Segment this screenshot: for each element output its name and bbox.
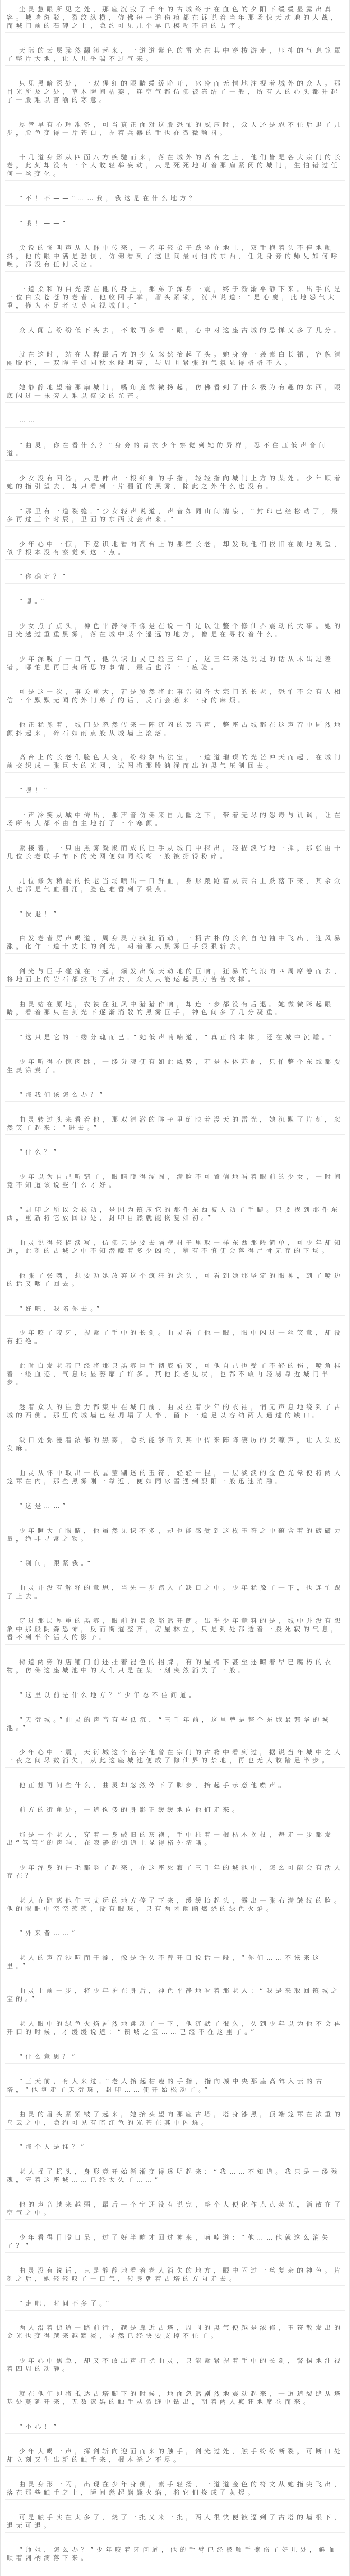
paragraph: 曲灵站在原地，衣袂在狂风中猎猎作响，却连一步都没有后退。她微微眯起眼睛，看着那只在剑光下逐渐消散的黑雾巨手，神色间多了几分凝重。 xyxy=(5,998,345,1020)
paragraph: 曲灵并没有解释的意思，当先一步踏入了缺口之中。少年犹豫了一下，也连忙跟了上去。 xyxy=(5,1582,345,1603)
paragraph: 众人闻言纷纷低下头去，不敢再多看一眼，心中对这座古城的忌惮又多了几分。 xyxy=(5,324,345,337)
paragraph: 两人沿着街道一路前行，越是靠近古塔，周围的黑气便越是浓郁，玉符散发出的金光也变得越来越黯淡，显然已经快要支撑不住了。 xyxy=(5,2321,345,2343)
paragraph: 穿过那层厚重的黑雾，眼前的景象豁然开朗。出乎少年意料的是，城中并没有想象中那般阴森恐怖，反而街道整齐，房屋林立，只是到处都透着一股死寂的气息，看不到半个活人的影子。 xyxy=(5,1615,345,1645)
paragraph: 少年咬了咬牙，握紧了手中的长剑。曲灵看了他一眼，眼中闪过一丝笑意，却没有拒绝。 xyxy=(5,1327,345,1348)
paragraph: 少年深吸了一口气，他认识曲灵已经三年了，这三年来她说过的话从未出过差错，哪怕是再匪夷所思的事情，最后也都一一应验。 xyxy=(5,653,345,674)
paragraph: 少女点了点头，神色平静得不像是在说一件足以让整个修仙界震动的大事。她的目光越过重重黑雾，落在城中某个遥远的地方，像是在寻找着什么。 xyxy=(5,620,345,641)
paragraph: 少女没有回答，只是伸出一根纤细的手指，轻轻指向城门上方的某处。少年顺着她的指引望去，却只看到一片翻涌的黑雾，除此之外什么也没有。 xyxy=(5,472,345,494)
paragraph: 尽管早有心理准备，可当真正面对这股恐怖的威压时，众人还是忍不住后退了几步，脸色变得一片苍白，握着兵器的手也在微微颤抖。 xyxy=(5,118,345,140)
paragraph: “嗯。” xyxy=(5,595,345,608)
paragraph: 十几道身影从四面八方疾驰而来，落在城外的高台之上，他们皆是各大宗门的长老，此刻却没有一个人敢轻举妄动，只是死死地盯着那扇紧闭的城门，生怕错过任何一丝变化。 xyxy=(5,151,345,181)
paragraph: “曲灵，你在看什么？”身旁的青衣少年察觉到她的异样，忍不住压低声音问道。 xyxy=(5,439,345,461)
paragraph: 曲灵转过头来看着他，那双清澈的眸子里倒映着漫天的雷光，她沉默了片刻，忽然笑了起来：“进去。” xyxy=(5,1113,345,1135)
paragraph: “别问，跟紧我。” xyxy=(5,1557,345,1570)
paragraph: “三天前，有人来过。”老人抬起枯瘦的手指，指向城中央那座高耸入云的古塔，“他拿走了天衍珠，封印……便开始松动了。” xyxy=(5,2075,345,2097)
paragraph: 他的声音越来越弱，最后一个字还没有说完，整个人便化作点点荧光，消散在了空气之中。 xyxy=(5,2198,345,2220)
paragraph: “那个人是谁？” xyxy=(5,2141,345,2154)
paragraph: “你确定？” xyxy=(5,570,345,584)
paragraph: 老人在距离他们三丈远的地方停了下来，缓缓抬起头，露出一张布满皱纹的脸。他的眼眶中空空荡荡，没有眼珠，只有两团幽幽燃烧的绿色火焰。 xyxy=(5,1894,345,1916)
paragraph: 少年看得目瞪口呆，过了好半晌才回过神来，喃喃道：“他……他就这么消失了？” xyxy=(5,2231,345,2253)
paragraph: 尖锐的惨叫声从人群中传来，一名年轻弟子跌坐在地上，双手抱着头不停地颤抖，他的眼中满是恐惧，仿佛看到了这世间最可怕的东西，任凭身旁的师兄如何呼唤，都没有任何反应。 xyxy=(5,242,345,272)
paragraph: 可是这一次，事关重大，若是贸然将此事告知各大宗门的长老，恐怕不会有人相信一个默默无闻的外门弟子的话，反而会惹来一身的麻烦。 xyxy=(5,686,345,707)
paragraph: 他张了张嘴，想要劝她放弃这个疯狂的念头，可看到她那坚定的眼神，到了嘴边的话又咽了回去。 xyxy=(5,1269,345,1291)
paragraph: “这是……” xyxy=(5,1500,345,1513)
paragraph: 他正犹豫着，城门处忽然传来一阵沉闷的轰鸣声，整座古城都在这声音中剧烈地颤抖起来，碎石如雨点般从城墙上滚落。 xyxy=(5,719,345,740)
paragraph: “那我们该怎么办？” xyxy=(5,1089,345,1102)
paragraph: 白发老者厉声喝道，周身灵力疯狂涌动，一柄古朴的长剑自他袖中飞出，迎风暴涨，化作一道十丈长的剑光，朝着那只黑雾巨手狠狠斩去。 xyxy=(5,932,345,954)
paragraph: “那里有一道裂缝。”少女轻声说道，声音如同山间清泉，“封印已经松动了，最多再过三个时辰，里面的东西就会出来。” xyxy=(5,505,345,527)
paragraph: “外来者……” xyxy=(5,1927,345,1940)
paragraph: 就在他们即将抵达古塔脚下的时候，地面忽然剧烈地震动起来，一道道裂缝从塔基处蔓延开来，无数漆黑的触手从裂缝中钻出，朝着两人疯狂地席卷而来。 xyxy=(5,2387,345,2409)
paragraph: 少年大喝一声，挥剑斩向迎面而来的触手，剑光过处，触手纷纷断裂，可断口处却立刻又生出新的触手来，根本杀之不尽。 xyxy=(5,2445,345,2467)
paragraph: 此时白发老者已经将那只黑雾巨手彻底斩灭，可他自己也受了不轻的伤，嘴角挂着一缕血迹，气息明显萎靡了许多。其他长老见状，也都不敢再轻易靠近城门半步。 xyxy=(5,1360,345,1389)
paragraph: “哦！——” xyxy=(5,217,345,230)
paragraph: 曲灵没有说话，只是静静地看着老人消失的地方，眼中闪过一丝复杂的神色。片刻之后，她轻轻叹了一口气，转身朝着古塔的方向走去。 xyxy=(5,2264,345,2286)
paragraph: 少年心中一惊，下意识地看向高台上的那些长老，却发现他们依旧在原地观望，似乎根本没有察觉到这一点。 xyxy=(5,538,345,560)
paragraph: 趁着众人的注意力都集中在城门前，曲灵拉着少年的衣袖，悄无声息地绕到了古城的西侧。那里的城墙已经坍塌了大半，留下一道足以容纳两人通过的缺口。 xyxy=(5,1401,345,1422)
paragraph: …… xyxy=(5,414,345,428)
paragraph: “什么？” xyxy=(5,1146,345,1159)
paragraph: 缺口处弥漫着浓郁的黑雾，隐约能够听到其中传来阵阵凄厉的哭嚎声，让人头皮发麻。 xyxy=(5,1434,345,1455)
paragraph: 街道两旁的店铺门前还挂着褪色的招牌，有的屋檐下甚至还晾着早已腐朽的衣物，仿佛这座城池中的人们只是在某一刻突然消失了一般。 xyxy=(5,1656,345,1677)
paragraph: 少年瞪大了眼睛，他虽然见识不多，却也能感受到这枚玉符之中蕴含着的磅礴力量，绝非寻常之物。 xyxy=(5,1524,345,1546)
paragraph: 少年心中一震，天衍城这个名字他曾在宗门的古籍中看到过，据说当年城中之人一夜之间尽数消失，从此这座城池便成了修仙界的禁地，再也无人敢踏足半步。 xyxy=(5,1746,345,1768)
paragraph: 老人眼中的绿色火焰剧烈地跳动了一下，他沉默了很久，久到少年以为他不会再开口的时候，才缓缓说道：“镇城之宝……已经不在这里了。” xyxy=(5,2018,345,2039)
paragraph: 曲灵上前一步，将少年护在身后，神色平静地看着那老人：“我是来取回镇城之宝的。” xyxy=(5,1985,345,2006)
paragraph: 曲灵从怀中取出一枚晶莹剔透的玉符，轻轻一捏，一层淡淡的金色光晕便将两人笼罩在内，那些黑雾刚一靠近，便如同冰雪遇到烈阳一般迅速消融。 xyxy=(5,1467,345,1488)
paragraph: “天衍城。”曲灵的声音有些低沉，“三千年前，这里曾是整个东域最繁华的城池。” xyxy=(5,1714,345,1735)
paragraph: 曲灵身形一闪，出现在少年身侧，素手轻扬，一道道金色的符文从她指尖飞出，落在那些触手之上，瞬间燃起熊熊火焰，将它们烧成了灰烬。 xyxy=(5,2478,345,2500)
paragraph: “师姐，怎么办？”少年咬着牙问道，他的手臂已经被触手擦伤了好几处，鲜血顺着剑柄滴落下来。 xyxy=(5,2544,345,2565)
paragraph: 少年听得心惊肉跳，一缕分魂便有如此威势，若是本体苏醒，只怕整个东域都要生灵涂炭了。 xyxy=(5,1056,345,1077)
paragraph: 天际的云层骤然翻滚起来，一道道紫色的雷光在其中穿梭游走，压抑的气息笼罩了整片大地，让人几乎喘不过气来。 xyxy=(5,44,345,66)
paragraph: “快退！” xyxy=(5,908,345,921)
paragraph: 高台上的长老们脸色大变，纷纷祭出法宝，一道道璀璨的光芒冲天而起，在城门前交织成一张巨大的光网，试图将那股汹涌而出的黑气压制回去。 xyxy=(5,751,345,773)
paragraph: 少年心中焦急，却又不敢出声打扰曲灵，只能紧紧握着手中的长剑，警惕地注视着四周的动静。 xyxy=(5,2354,345,2376)
paragraph: “不！不——”……我，我这是在什么地方？ xyxy=(5,192,345,206)
paragraph: 曲灵的眉头紧紧皱了起来，她抬头望向那座古塔，塔身漆黑，顶端笼罩在浓重的乌云之中，隐约可见有暗红色的光芒在其中闪烁。 xyxy=(5,2108,345,2130)
paragraph: 那是一个老人，穿着一身破旧的灰袍，手中拄着一根枯木拐杖，每走一步都发出“笃笃”的声响，在寂静的街道上显得格外清晰。 xyxy=(5,1828,345,1850)
paragraph: 他正想再问些什么，曲灵却忽然停下了脚步，抬起手示意他噤声。 xyxy=(5,1779,345,1792)
chapter-body xyxy=(5,3,345,2576)
paragraph: 一声冷笑从城中传出，那声音仿佛来自九幽之下，带着无尽的怨毒与讥讽，让在场所有人都不由自主地打了一个寒颤。 xyxy=(5,809,345,831)
paragraph: 她静静地望着那扇城门，嘴角竟微微扬起，仿佛看到了什么极为有趣的东西，眼底闪过一抹旁人难以察觉的光芒。 xyxy=(5,381,345,403)
paragraph: 尘灵慧眼所见之处，那座沉寂了千年的古城终于在血色的夕阳下缓缓显露出真容。城墙斑驳，裂纹纵横，仿佛每一道伤痕都在诉说着当年那场惊天动地的大战，而城门前的石碑之上，隐约可见几个早已模糊不清的古字。 xyxy=(5,3,345,33)
paragraph: 剑光与巨手碰撞在一起，爆发出惊天动地的巨响，狂暴的气浪向四周席卷而去，将地面上的岩石都掀飞了出去，众人只能运起灵力苦苦支撑。 xyxy=(5,965,345,987)
paragraph: 前方的街角处，一道佝偻的身影正缓缓地向他们走来。 xyxy=(5,1804,345,1817)
paragraph: 就在这时，站在人群最后方的少女忽然抬起了头。她身穿一袭素白长裙，容貌清丽脱俗，一双眸子如同秋水般明亮，与周围紧张的气氛显得格格不入。 xyxy=(5,348,345,370)
paragraph: 曲灵说得轻描淡写，仿佛只是要去隔壁村子里取一样东西那般简单，可少年却知道，此刻的古城之中不知潜藏着多少凶险，稍有不慎便会落得尸骨无存的下场。 xyxy=(5,1236,345,1258)
paragraph: 紧接着，一只由黑雾凝聚而成的巨手从城门中探出，轻描淡写地一挥，那张由十几位长老联手布下的光网便如同纸糊一般被撕得粉碎。 xyxy=(5,842,345,863)
paragraph: 少年以为自己听错了，眼睛瞪得溜圆，满脸不可置信地看着眼前的少女，一时间竟不知道该说些什么才好。 xyxy=(5,1171,345,1192)
paragraph: 只见黑暗深处，一双猩红的眼睛缓缓睁开，冰冷而无情地注视着城外的众人。那目光所及之处，草木瞬间枯萎，连空气都仿佛被冻结了一般，所有人的心头都升起了一股难以言喻的寒意。 xyxy=(5,77,345,107)
paragraph: 老人摇了摇头，身形竟开始渐渐变得透明起来：“我……不知道。我只是一缕残魂，守着这座城……已经太久了……” xyxy=(5,2165,345,2187)
paragraph: “嘿！” xyxy=(5,784,345,798)
paragraph: “什么意思？” xyxy=(5,2050,345,2064)
paragraph: “这里以前是什么地方？”少年忍不住问道。 xyxy=(5,1689,345,1702)
paragraph: 老人的声音沙哑而干涩，像是许久不曾开口说话一般，“你们……不该来这里。” xyxy=(5,1952,345,1973)
paragraph: “这只是它的一缕分魂而已。”她低声喃喃道，“真正的本体，还在城中沉睡。” xyxy=(5,1031,345,1044)
paragraph: “小心！” xyxy=(5,2420,345,2434)
paragraph: “封印之所以会松动，是因为镇压它的那件东西被人动了手脚。只要找到那件东西，重新将它放回原处，封印自然就能恢复如初。” xyxy=(5,1204,345,1225)
paragraph: “走吧，时间不多了。” xyxy=(5,2297,345,2311)
paragraph: 几位修为稍弱的长老当场喷出一口鲜血，身形踉跄着从高台上跌落下来，其余众人也都是气血翻涌，脸色难看到了极点。 xyxy=(5,875,345,896)
paragraph: 可是触手实在太多了，烧了一批又来一批，两人很快便被逼到了古塔的墙根下，退无可退。 xyxy=(5,2511,345,2533)
paragraph: 少年浑身的汗毛都竖了起来，在这座死寂了三千年的城池中，怎么可能会有活人存在？ xyxy=(5,1861,345,1883)
paragraph: 一道柔和的白光落在他的身上，那弟子浑身一震，终于渐渐平静下来。出手的是一位白发苍苍的老者，他收回手掌，眉头紧锁，沉声说道：“是心魔，此地怨气太重，修为不足者切莫直视城门。” xyxy=(5,283,345,313)
paragraph: “好吧，我陪你去。” xyxy=(5,1302,345,1316)
